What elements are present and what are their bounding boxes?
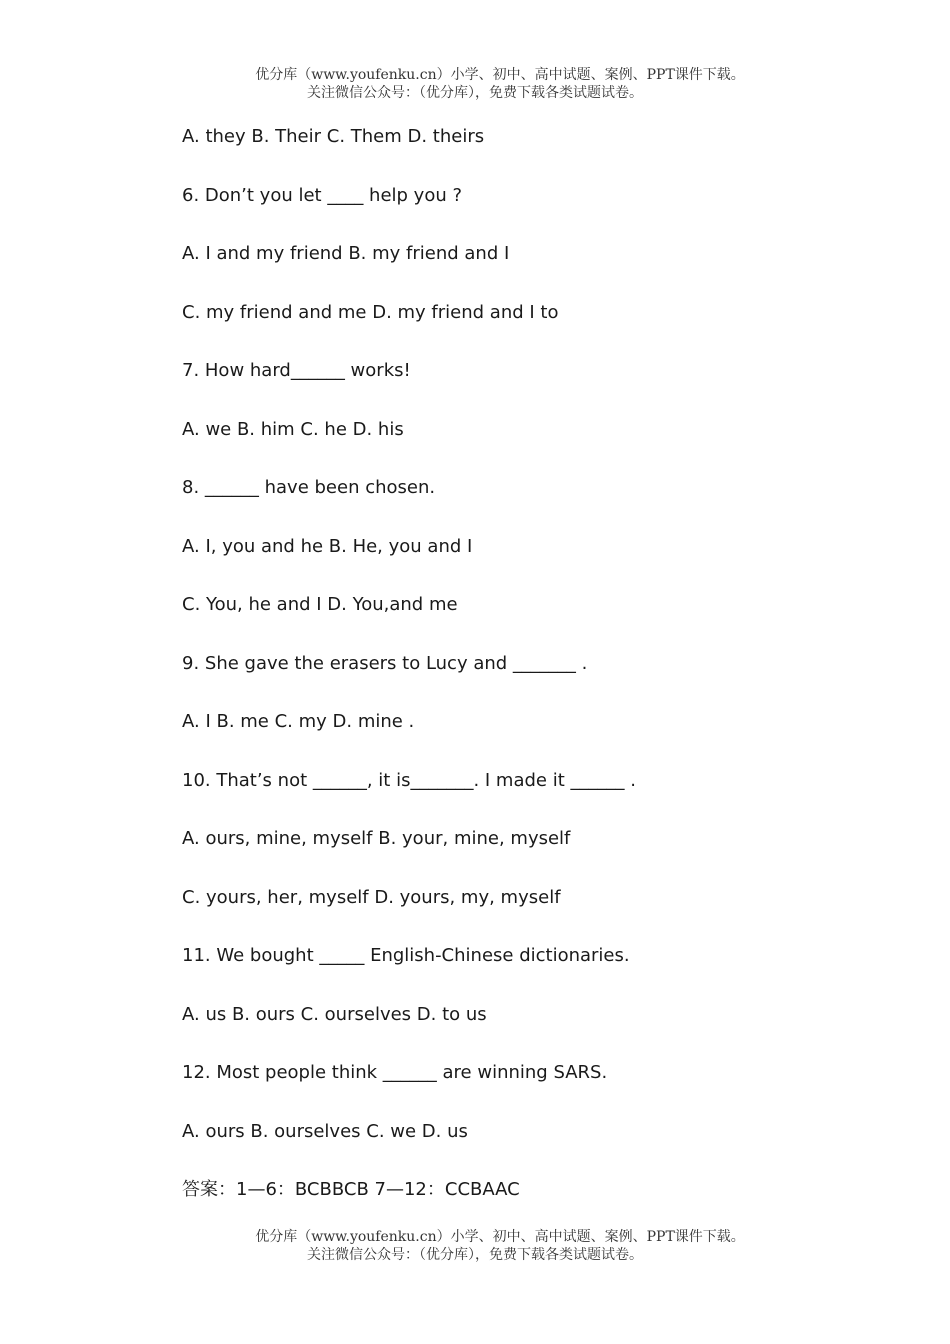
question-6: 6. Don’t you let ____ help you ?	[182, 184, 463, 206]
footer-line-1: 优分库（www.youfenku.cn）小学、初中、高中试题、案例、PPT课件下载。	[255, 1229, 745, 1245]
question-11: 11. We bought _____ English-Chinese dictionaries.	[182, 945, 630, 966]
answer-key: 答案：1—6：BCBBCB 7—12：CCBAAC	[182, 1179, 520, 1200]
footer-line-2: 关注微信公众号：（优分库），免费下载各类试题试卷。	[307, 1247, 643, 1263]
page-header	[0, 66, 950, 102]
header-line-2: 关注微信公众号：（优分库），免费下载各类试题试卷。	[307, 85, 643, 101]
answer-options-8b: C. You, he and I D. You,and me	[182, 594, 458, 615]
answer-options-11: A. us B. ours C. ourselves D. to us	[182, 1003, 487, 1025]
question-10: 10. That’s not ______, it is_______. I made it ______ .	[182, 769, 636, 791]
answer-options-9: A. I B. me C. my D. mine .	[182, 711, 415, 732]
answer-options-6b: C. my friend and me D. my friend and I to	[182, 301, 559, 323]
answer-options-12: A. ours B. ourselves C. we D. us	[182, 1120, 468, 1142]
page-footer	[0, 1228, 950, 1264]
question-8: 8. ______ have been chosen.	[182, 477, 436, 498]
answer-options-8a: A. I, you and he B. He, you and I	[182, 535, 473, 557]
question-12: 12. Most people think ______ are winning SARS.	[182, 1062, 608, 1083]
answer-options-6a: A. I and my friend B. my friend and I	[182, 243, 510, 264]
answer-options-10b: C. yours, her, myself D. yours, my, myself	[182, 886, 561, 908]
answer-options-10a: A. ours, mine, myself B. your, mine, myself	[182, 828, 571, 849]
question-7: 7. How hard______ works!	[182, 360, 411, 381]
exercise-content	[182, 123, 882, 1235]
header-line-1: 优分库（www.youfenku.cn）小学、初中、高中试题、案例、PPT课件下载。	[255, 67, 745, 83]
answer-options-5: A. they B. Their C. Them D. theirs	[182, 126, 485, 147]
answer-options-7: A. we B. him C. he D. his	[182, 418, 404, 440]
question-9: 9. She gave the erasers to Lucy and _______ .	[182, 652, 588, 674]
